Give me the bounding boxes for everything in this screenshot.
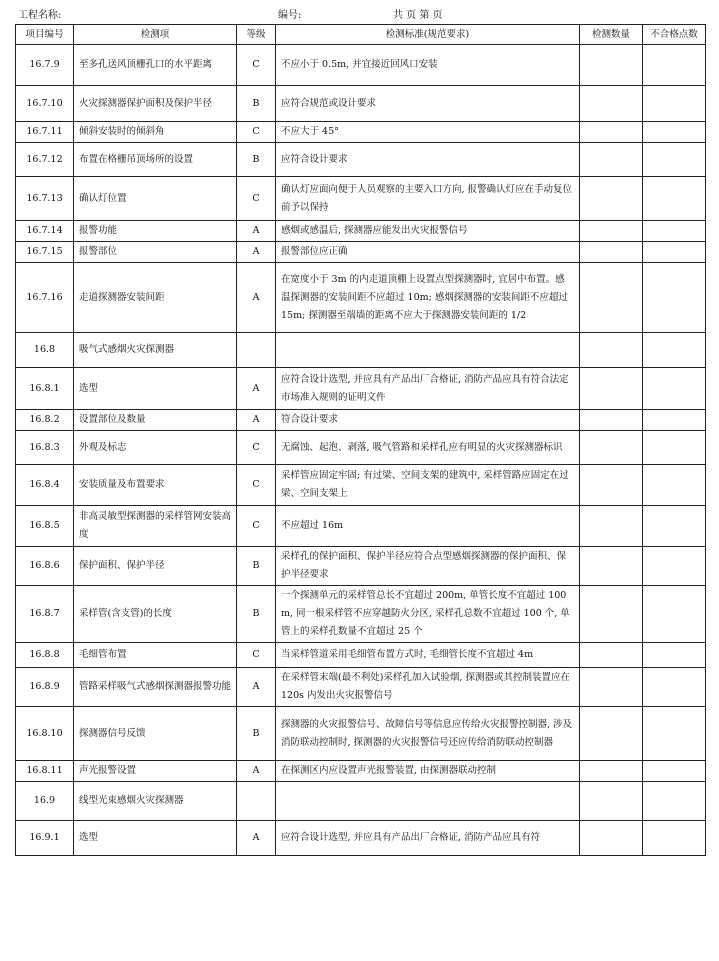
row-grade-cell: A (237, 761, 276, 782)
row-item-cell: 倾斜安装时的倾斜角 (74, 122, 237, 143)
row-grade-cell: B (237, 86, 276, 122)
table-row (16, 643, 706, 668)
row-grade-cell: C (237, 643, 276, 668)
row-item-cell: 线型光束感烟火灾探测器 (74, 782, 237, 821)
table-row (16, 333, 706, 368)
row-item-cell: 外观及标志 (74, 431, 237, 465)
row-standard-cell: 不应小于 0.5m, 并宜接近回风口安装 (276, 45, 580, 86)
row-grade-cell: C (237, 465, 276, 506)
table-row (16, 177, 706, 221)
row-failures-cell[interactable] (643, 143, 706, 177)
column-header-item: 检测项 (74, 25, 237, 45)
row-id-cell: 16.7.10 (16, 86, 74, 122)
row-item-cell: 管路采样吸气式感烟探测器报警功能 (74, 668, 237, 707)
row-standard-cell: 在探测区内应设置声光报警装置, 由探测器联动控制 (276, 761, 580, 782)
row-quantity-cell[interactable] (580, 242, 643, 263)
row-standard-cell: 无腐蚀、起泡、剥落, 吸气管路和采样孔应有明显的火灾探测器标识 (276, 431, 580, 465)
row-item-cell: 毛细管布置 (74, 643, 237, 668)
row-standard-cell: 采样孔的保护面积、保护半径应符合点型感烟探测器的保护面积、保护半径要求 (276, 547, 580, 586)
row-item-cell: 选型 (74, 821, 237, 856)
row-id-cell: 16.9 (16, 782, 74, 821)
table-row (16, 586, 706, 643)
row-grade-cell: A (237, 668, 276, 707)
row-item-cell: 报警部位 (74, 242, 237, 263)
row-quantity-cell[interactable] (580, 263, 643, 333)
row-failures-cell[interactable] (643, 242, 706, 263)
row-quantity-cell[interactable] (580, 368, 643, 410)
row-standard-cell: 应符合设计选型, 并应具有产品出厂合格证, 消防产品应具有符 (276, 821, 580, 856)
row-id-cell: 16.7.9 (16, 45, 74, 86)
row-failures-cell[interactable] (643, 586, 706, 643)
table-row (16, 221, 706, 242)
row-grade-cell: A (237, 821, 276, 856)
row-standard-cell: 在宽度小于 3m 的内走道顶棚上设置点型探测器时, 宜居中布置。感温探测器的安装间距不应超过 10m; 感烟探测器的安装间距不应超过 15m; 探测器至端墙的距离不应大于探测器安装间距的 1/2 (276, 263, 580, 333)
row-id-cell: 16.8.5 (16, 506, 74, 547)
row-quantity-cell[interactable] (580, 643, 643, 668)
table-row (16, 410, 706, 431)
row-failures-cell[interactable] (643, 506, 706, 547)
row-id-cell: 16.8 (16, 333, 74, 368)
row-grade-cell: C (237, 122, 276, 143)
row-item-cell: 探测器信号反馈 (74, 707, 237, 761)
table-row (16, 506, 706, 547)
row-failures-cell[interactable] (643, 263, 706, 333)
row-standard-cell: 应符合设计选型, 并应具有产品出厂合格证, 消防产品应具有符合法定市场准入规则的证明文件 (276, 368, 580, 410)
row-item-cell: 至多孔送风顶栅孔口的水平距离 (74, 45, 237, 86)
row-grade-cell: B (237, 586, 276, 643)
table-row (16, 761, 706, 782)
table-row (16, 668, 706, 707)
project-name-label: 工程名称: (18, 10, 62, 21)
row-grade-cell: A (237, 368, 276, 410)
row-item-cell: 火灾探测器保护面积及保护半径 (74, 86, 237, 122)
row-id-cell: 16.7.11 (16, 122, 74, 143)
row-quantity-cell[interactable] (580, 506, 643, 547)
row-id-cell: 16.7.14 (16, 221, 74, 242)
row-grade-cell: B (237, 143, 276, 177)
row-quantity-cell[interactable] (580, 465, 643, 506)
row-standard-cell: 当采样管道采用毛细管布置方式时, 毛细管长度不宜超过 4m (276, 643, 580, 668)
row-quantity-cell[interactable] (580, 333, 643, 368)
row-id-cell: 16.8.2 (16, 410, 74, 431)
column-header-failures: 不合格点数 (643, 25, 706, 45)
row-quantity-cell[interactable] (580, 761, 643, 782)
row-item-cell: 非高灵敏型探测器的采样管网安装高度 (74, 506, 237, 547)
row-failures-cell[interactable] (643, 122, 706, 143)
row-failures-cell[interactable] (643, 86, 706, 122)
table-row (16, 821, 706, 856)
row-grade-cell: C (237, 506, 276, 547)
row-quantity-cell[interactable] (580, 45, 643, 86)
row-id-cell: 16.8.9 (16, 668, 74, 707)
row-id-cell: 16.8.10 (16, 707, 74, 761)
row-quantity-cell[interactable] (580, 122, 643, 143)
row-standard-cell (276, 333, 580, 368)
row-item-cell: 选型 (74, 368, 237, 410)
row-item-cell: 保护面积、保护半径 (74, 547, 237, 586)
row-item-cell: 设置部位及数量 (74, 410, 237, 431)
row-id-cell: 16.8.11 (16, 761, 74, 782)
row-standard-cell: 在采样管末端(最不利处)采样孔加入试验烟, 探测器或其控制装置应在 120s 内发出火灾报警信号 (276, 668, 580, 707)
row-grade-cell: A (237, 242, 276, 263)
row-id-cell: 16.9.1 (16, 821, 74, 856)
column-header-standard: 检测标准(规范要求) (276, 25, 580, 45)
row-quantity-cell[interactable] (580, 86, 643, 122)
row-grade-cell (237, 782, 276, 821)
row-standard-cell: 一个探测单元的采样管总长不宜超过 200m, 单管长度不宜超过 100m, 同一根采样管不应穿越防火分区, 采样孔总数不宜超过 100 个, 单管上的采样孔数量不宜超过 25 个 (276, 586, 580, 643)
row-grade-cell: A (237, 263, 276, 333)
row-standard-cell (276, 782, 580, 821)
row-id-cell: 16.7.15 (16, 242, 74, 263)
table-row (16, 465, 706, 506)
row-id-cell: 16.8.8 (16, 643, 74, 668)
row-standard-cell: 报警部位应正确 (276, 242, 580, 263)
row-item-cell: 走道探测器安装间距 (74, 263, 237, 333)
row-quantity-cell[interactable] (580, 431, 643, 465)
row-failures-cell[interactable] (643, 668, 706, 707)
inspection-table (15, 24, 706, 856)
column-header-grade: 等级 (237, 25, 276, 45)
row-failures-cell[interactable] (643, 410, 706, 431)
table-row (16, 368, 706, 410)
row-id-cell: 16.8.3 (16, 431, 74, 465)
row-standard-cell: 不应大于 45° (276, 122, 580, 143)
table-row (16, 547, 706, 586)
row-item-cell: 安装质量及布置要求 (74, 465, 237, 506)
table-row (16, 86, 706, 122)
table-row (16, 45, 706, 86)
number-label: 编号: (278, 10, 302, 21)
row-failures-cell[interactable] (643, 465, 706, 506)
row-quantity-cell[interactable] (580, 586, 643, 643)
table-row (16, 122, 706, 143)
row-failures-cell[interactable] (643, 177, 706, 221)
row-quantity-cell[interactable] (580, 782, 643, 821)
row-id-cell: 16.8.4 (16, 465, 74, 506)
row-item-cell: 采样管(含支管)的长度 (74, 586, 237, 643)
row-id-cell: 16.7.12 (16, 143, 74, 177)
row-grade-cell: C (237, 45, 276, 86)
row-item-cell: 声光报警设置 (74, 761, 237, 782)
table-header-row (16, 25, 706, 45)
row-id-cell: 16.8.1 (16, 368, 74, 410)
row-failures-cell[interactable] (643, 431, 706, 465)
row-item-cell: 确认灯位置 (74, 177, 237, 221)
row-standard-cell: 应符合规范或设计要求 (276, 86, 580, 122)
row-quantity-cell[interactable] (580, 547, 643, 586)
row-failures-cell[interactable] (643, 707, 706, 761)
table-row (16, 782, 706, 821)
row-grade-cell: B (237, 707, 276, 761)
table-row (16, 242, 706, 263)
row-quantity-cell[interactable] (580, 143, 643, 177)
row-quantity-cell[interactable] (580, 410, 643, 431)
column-header-quantity: 检测数量 (580, 25, 643, 45)
row-standard-cell: 确认灯应面向便于人员观察的主要入口方向, 报警确认灯应在手动复位前予以保持 (276, 177, 580, 221)
page-info: 共 页 第 页 (393, 10, 443, 21)
row-quantity-cell[interactable] (580, 221, 643, 242)
row-quantity-cell[interactable] (580, 707, 643, 761)
row-item-cell: 吸气式感烟火灾探测器 (74, 333, 237, 368)
form-header (0, 6, 719, 22)
row-failures-cell[interactable] (643, 761, 706, 782)
table-row (16, 431, 706, 465)
row-failures-cell[interactable] (643, 368, 706, 410)
row-failures-cell[interactable] (643, 782, 706, 821)
row-id-cell: 16.7.13 (16, 177, 74, 221)
row-standard-cell: 感烟或感温后, 探测器应能发出火灾报警信号 (276, 221, 580, 242)
row-failures-cell[interactable] (643, 547, 706, 586)
row-quantity-cell[interactable] (580, 821, 643, 856)
table-row (16, 707, 706, 761)
row-item-cell: 布置在格栅吊顶场所的设置 (74, 143, 237, 177)
row-standard-cell: 不应超过 16m (276, 506, 580, 547)
row-id-cell: 16.7.16 (16, 263, 74, 333)
row-standard-cell: 探测器的火灾报警信号、故障信号等信息应传给火灾报警控制器, 涉及消防联动控制时, 探测器的火灾报警信号还应传给消防联动控制器 (276, 707, 580, 761)
row-failures-cell[interactable] (643, 333, 706, 368)
column-header-id: 项目编号 (16, 25, 74, 45)
row-failures-cell[interactable] (643, 821, 706, 856)
row-id-cell: 16.8.6 (16, 547, 74, 586)
row-failures-cell[interactable] (643, 643, 706, 668)
row-item-cell: 报警功能 (74, 221, 237, 242)
row-failures-cell[interactable] (643, 221, 706, 242)
table-row (16, 143, 706, 177)
row-grade-cell (237, 333, 276, 368)
row-id-cell: 16.8.7 (16, 586, 74, 643)
row-standard-cell: 采样管应固定牢固; 有过梁、空间支架的建筑中, 采样管路应固定在过梁、空间支架上 (276, 465, 580, 506)
row-grade-cell: C (237, 177, 276, 221)
row-grade-cell: A (237, 221, 276, 242)
row-quantity-cell[interactable] (580, 177, 643, 221)
row-failures-cell[interactable] (643, 45, 706, 86)
row-standard-cell: 符合设计要求 (276, 410, 580, 431)
row-standard-cell: 应符合设计要求 (276, 143, 580, 177)
row-quantity-cell[interactable] (580, 668, 643, 707)
row-grade-cell: A (237, 410, 276, 431)
row-grade-cell: B (237, 547, 276, 586)
table-row (16, 263, 706, 333)
row-grade-cell: C (237, 431, 276, 465)
